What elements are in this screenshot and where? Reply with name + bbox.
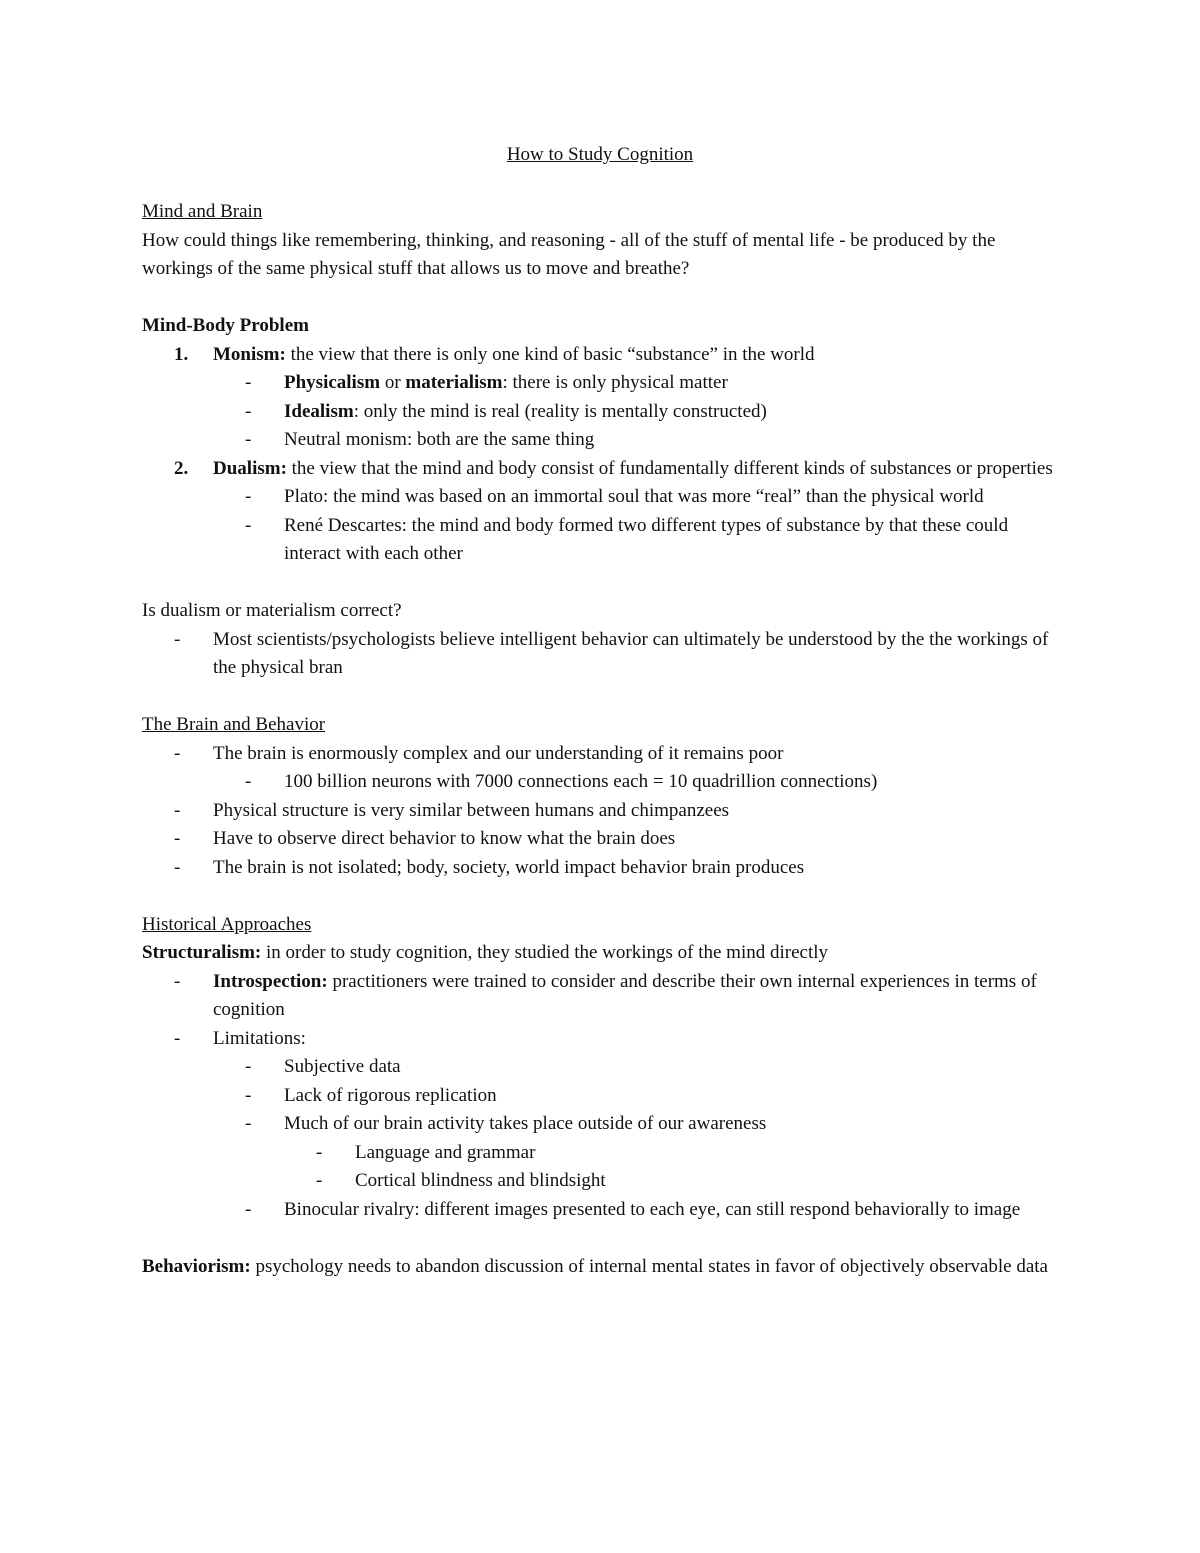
paragraph-mind-brain: How could things like remembering, thinking, and reasoning - all of the stuff of mental life - be produced by the workings of the same physical stuff that allows us to move and breathe? bbox=[142, 229, 996, 279]
definition-idealism: : only the mind is real (reality is mentally constructed) bbox=[353, 400, 767, 422]
dash-bullet: - bbox=[245, 486, 252, 507]
list-item-text: Subjective data bbox=[284, 1056, 401, 1077]
list-item bbox=[174, 854, 1057, 883]
list-item bbox=[245, 1196, 1057, 1225]
list-item-text: The brain is not isolated; body, society, world impact behavior brain produces bbox=[213, 856, 805, 878]
list-item-physicalism bbox=[245, 369, 1057, 398]
list-item-text: 100 billion neurons with 7000 connections each = 10 quadrillion connections) bbox=[284, 771, 878, 792]
dash-bullet: - bbox=[316, 1141, 323, 1163]
term-structuralism: Structuralism: bbox=[142, 942, 262, 963]
list-item bbox=[174, 797, 1057, 826]
term-monism: Monism: bbox=[213, 343, 286, 365]
connector-text: or bbox=[380, 372, 406, 393]
dash-bullet: - bbox=[245, 400, 252, 422]
definition-behaviorism: psychology needs to abandon discussion of internal mental states in favor of objectively observable data bbox=[250, 1255, 1048, 1277]
definition-monism: the view that there is only one kind of basic “substance” in the world bbox=[285, 343, 815, 365]
definition-structuralism: in order to study cognition, they studied the workings of the mind directly bbox=[261, 942, 829, 963]
list-item bbox=[245, 768, 1057, 797]
dash-bullet: - bbox=[245, 1113, 252, 1134]
document-body bbox=[142, 198, 1057, 1281]
dash-bullet: - bbox=[245, 429, 252, 450]
list-item-text: Cortical blindness and blindsight bbox=[355, 1170, 606, 1191]
section-heading-historical: Historical Approaches bbox=[142, 913, 312, 935]
dash-bullet: - bbox=[174, 970, 181, 992]
page-title: How to Study Cognition bbox=[506, 144, 694, 165]
list-item-text: Lack of rigorous replication bbox=[284, 1084, 497, 1106]
list-item-idealism bbox=[245, 398, 1057, 427]
dash-bullet: - bbox=[174, 799, 181, 821]
list-item-monism bbox=[174, 341, 1057, 370]
term-physicalism: Physicalism bbox=[284, 372, 381, 393]
list-item-neutral-monism bbox=[245, 426, 1057, 455]
term-dualism: Dualism: bbox=[213, 457, 287, 479]
list-item bbox=[316, 1167, 1057, 1196]
dash-bullet: - bbox=[245, 372, 252, 393]
list-item-plato bbox=[245, 483, 1057, 512]
list-number: 2. bbox=[174, 457, 189, 479]
list-item bbox=[245, 1082, 1057, 1111]
dash-bullet: - bbox=[245, 1084, 252, 1106]
list-item-answer bbox=[174, 626, 1057, 683]
dash-bullet: - bbox=[245, 514, 252, 536]
answer-text: Most scientists/psychologists believe intelligent behavior can ultimately be understood by the the workings of the physical bran bbox=[213, 628, 1049, 678]
dash-bullet: - bbox=[245, 1198, 252, 1220]
term-introspection: Introspection: bbox=[213, 970, 328, 992]
paragraph-structuralism bbox=[142, 939, 1057, 968]
list-item-text: The brain is enormously complex and our understanding of it remains poor bbox=[213, 742, 784, 764]
term-idealism: Idealism bbox=[284, 400, 354, 422]
text-descartes: René Descartes: the mind and body formed two different types of substance by that these could interact with each other bbox=[284, 514, 1009, 564]
paragraph-behaviorism bbox=[142, 1253, 1057, 1282]
dash-bullet: - bbox=[174, 856, 181, 878]
list-item-text: Physical structure is very similar between humans and chimpanzees bbox=[213, 799, 730, 821]
dash-bullet: - bbox=[174, 1027, 181, 1049]
dash-bullet: - bbox=[245, 1056, 252, 1077]
list-item-text: Language and grammar bbox=[355, 1141, 536, 1163]
list-item-text: Limitations: bbox=[213, 1027, 306, 1049]
list-item bbox=[174, 825, 1057, 854]
text-plato: Plato: the mind was based on an immortal soul that was more “real” than the physical world bbox=[284, 486, 984, 507]
term-materialism: materialism bbox=[405, 372, 503, 393]
list-number: 1. bbox=[174, 343, 189, 365]
dash-bullet: - bbox=[245, 771, 252, 792]
dash-bullet: - bbox=[174, 742, 181, 764]
list-item-text: Have to observe direct behavior to know what the brain does bbox=[213, 828, 676, 849]
dash-bullet: - bbox=[174, 828, 181, 849]
section-heading-brain-behavior: The Brain and Behavior bbox=[142, 714, 326, 735]
question-line: Is dualism or materialism correct? bbox=[142, 600, 402, 621]
list-item bbox=[245, 1110, 1057, 1139]
definition-introspection: practitioners were trained to consider and describe their own internal experiences in terms of cognition bbox=[213, 970, 1037, 1020]
list-item-text: Binocular rivalry: different images presented to each eye, can still respond behaviorally to image bbox=[284, 1198, 1021, 1220]
list-item-descartes bbox=[245, 512, 1057, 569]
definition-dualism: the view that the mind and body consist of fundamentally different kinds of substances or properties bbox=[286, 457, 1053, 479]
list-item bbox=[316, 1139, 1057, 1168]
list-item-text: Much of our brain activity takes place outside of our awareness bbox=[284, 1113, 767, 1134]
section-heading-mind-brain: Mind and Brain bbox=[142, 201, 263, 222]
definition-physicalism: : there is only physical matter bbox=[502, 372, 728, 393]
list-item-introspection bbox=[174, 968, 1057, 1025]
list-item-dualism bbox=[174, 455, 1057, 484]
list-item bbox=[245, 1053, 1057, 1082]
list-item-limitations bbox=[174, 1025, 1057, 1054]
dash-bullet: - bbox=[316, 1170, 323, 1191]
section-heading-mind-body: Mind-Body Problem bbox=[142, 315, 309, 336]
list-item bbox=[174, 740, 1057, 769]
dash-bullet: - bbox=[174, 628, 181, 650]
term-behaviorism: Behaviorism: bbox=[142, 1255, 251, 1277]
definition-neutral-monism: Neutral monism: both are the same thing bbox=[284, 429, 595, 450]
